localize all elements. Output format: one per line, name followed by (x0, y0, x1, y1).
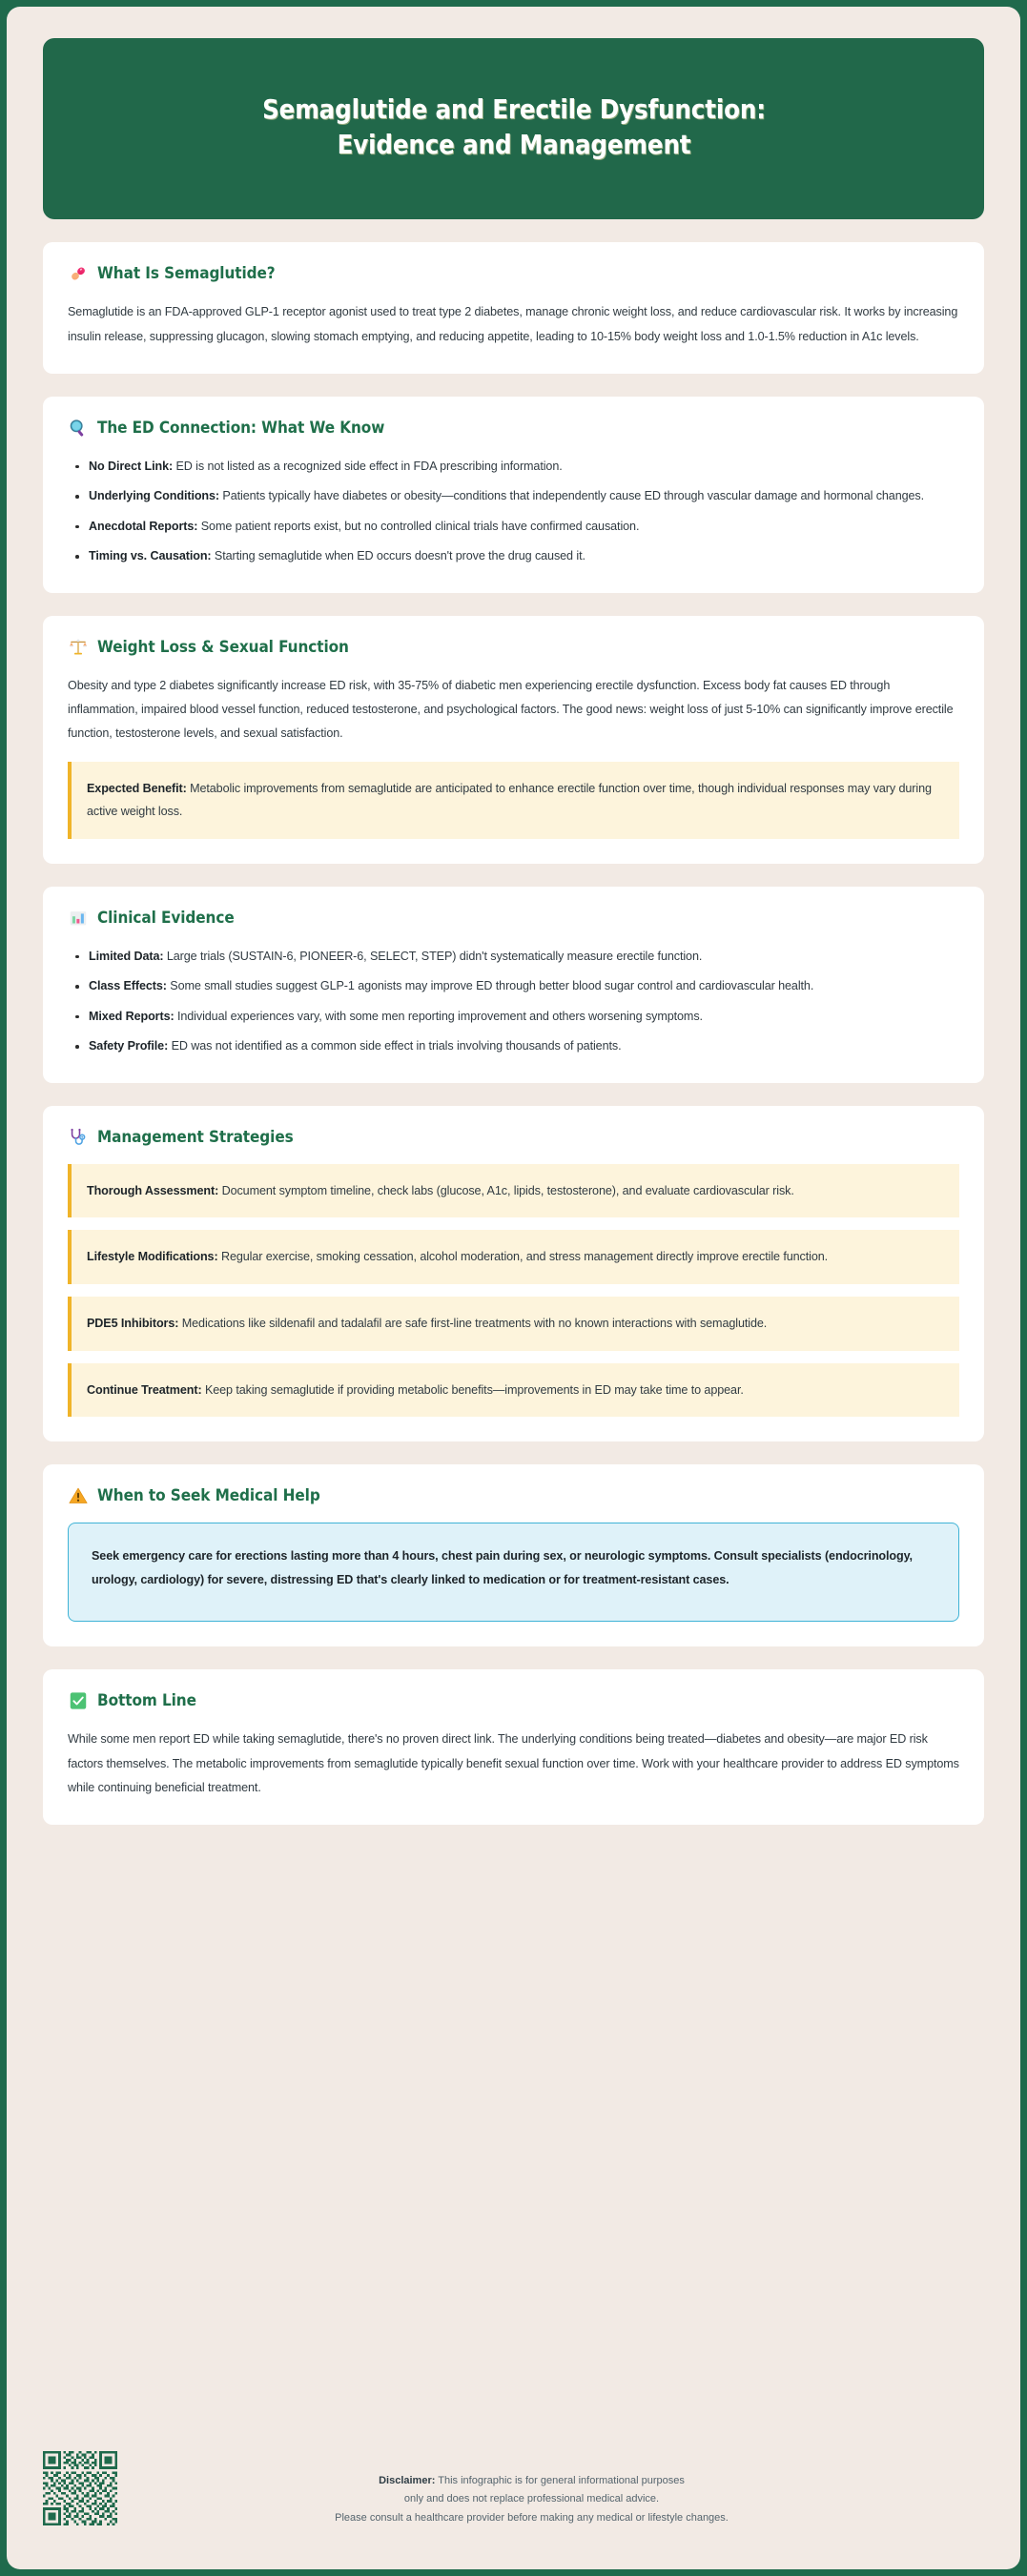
callout-lead: Expected Benefit: (87, 781, 187, 795)
bullet-lead: Class Effects: (89, 979, 167, 993)
bullet-lead: No Direct Link: (89, 459, 174, 473)
section-bottom-line (43, 1669, 984, 1825)
clinical-evidence-bullets (68, 945, 959, 1058)
disclaimer-line-3: Please consult a healthcare provider before making any medical or lifestyle changes. (335, 2511, 729, 2524)
section-management-strategies (43, 1106, 984, 1441)
bullet-lead: Limited Data: (89, 949, 164, 963)
bullet-text: Some patient reports exist, but no controlled clinical trials have confirmed causation. (197, 519, 640, 533)
check-mark-icon (68, 1690, 89, 1711)
section-title: Management Strategies (97, 1127, 294, 1147)
strategy-item (68, 1230, 959, 1284)
section-body: Obesity and type 2 diabetes significantly increase ED risk, with 35-75% of diabetic men experiencing erectile dysfunction. Excess body fat causes ED through inflammation, impaired blood vessel function, reduced testosterone, and psychological factors. The good news: weight loss of just 5-10% can significantly improve erectile function, testosterone levels, and sexual satisfaction. (68, 679, 954, 741)
strategy-lead: PDE5 Inhibitors: (87, 1316, 179, 1330)
bullet-text: Some small studies suggest GLP-1 agonists may improve ED through better blood sugar control and cardiovascular health. (166, 979, 814, 993)
section-header (68, 1485, 959, 1506)
section-title: What Is Semaglutide? (97, 264, 276, 284)
qr-code[interactable] (43, 2451, 117, 2525)
strategy-text: Regular exercise, smoking cessation, alcohol moderation, and stress management directly improve erectile function. (217, 1250, 829, 1264)
callout-text: Metabolic improvements from semaglutide are anticipated to enhance erectile function over time, though individual responses may vary during active weight loss. (87, 781, 932, 819)
expected-benefit-callout (68, 762, 959, 839)
section-ed-connection (43, 397, 984, 593)
header-banner (43, 38, 984, 219)
list-item (68, 945, 959, 969)
list-item (68, 455, 959, 479)
bullet-text: ED is not listed as a recognized side effect in FDA prescribing information. (173, 459, 563, 473)
bullet-lead: Anecdotal Reports: (89, 519, 198, 533)
list-item (68, 484, 959, 508)
strategy-lead: Thorough Assessment: (87, 1183, 219, 1197)
section-header (68, 1127, 959, 1148)
strategy-lead: Continue Treatment: (87, 1382, 202, 1397)
list-item (68, 1034, 959, 1058)
section-title: Weight Loss & Sexual Function (97, 638, 349, 658)
stethoscope-icon (68, 1127, 89, 1148)
bar-chart-icon (68, 908, 89, 929)
section-title: When to Seek Medical Help (97, 1486, 320, 1506)
disclaimer-line-1 (136, 2472, 927, 2490)
infographic-sheet (7, 7, 1020, 2569)
disclaimer-text (136, 2451, 984, 2527)
bullet-lead: Safety Profile: (89, 1039, 169, 1053)
strategy-text: Keep taking semaglutide if providing metabolic benefits—improvements in ED may take time to appear. (201, 1382, 744, 1397)
strategy-lead: Lifestyle Modifications: (87, 1250, 218, 1264)
bullet-text: Patients typically have diabetes or obesity—conditions that independently cause ED through vascular damage and hormonal changes. (219, 489, 925, 503)
section-weight-loss (43, 616, 984, 864)
section-seek-medical-help (43, 1464, 984, 1646)
bullet-lead: Mixed Reports: (89, 1009, 175, 1023)
section-header (68, 418, 959, 439)
section-title: Bottom Line (97, 1691, 196, 1711)
strategy-text: Medications like sildenafil and tadalafil are safe first-line treatments with no known interactions with semaglutide. (178, 1316, 768, 1330)
footer (28, 2426, 999, 2569)
magnifying-glass-icon (68, 418, 89, 439)
list-item (68, 974, 959, 998)
list-item (68, 515, 959, 539)
section-what-is-semaglutide (43, 242, 984, 373)
strategy-text: Document symptom timeline, check labs (glucose, A1c, lipids, testosterone), and evaluate cardiovascular risk. (218, 1183, 794, 1197)
section-header (68, 263, 959, 284)
section-body: Semaglutide is an FDA-approved GLP-1 receptor agonist used to treat type 2 diabetes, manage chronic weight loss, and reduce cardiovascular risk. It works by increasing insulin release, suppressing glucagon, slowing stomach emptying, and reducing appetite, leading to 10-15% body weight loss and 1.0-1.5% reduction in A1c levels. (68, 305, 958, 343)
warning-triangle-icon (68, 1485, 89, 1506)
strategy-item (68, 1363, 959, 1418)
section-title: Clinical Evidence (97, 908, 235, 928)
disclaimer-line-1-text: This infographic is for general informational purposes (435, 2475, 685, 2486)
list-item (68, 544, 959, 568)
strategy-item (68, 1297, 959, 1351)
bullet-text: ED was not identified as a common side effect in trials involving thousands of patients. (168, 1039, 622, 1053)
bullet-lead: Timing vs. Causation: (89, 549, 212, 563)
pill-icon (68, 263, 89, 284)
bullet-text: Individual experiences vary, with some men reporting improvement and others worsening symptoms. (174, 1009, 703, 1023)
bullet-text: Large trials (SUSTAIN-6, PIONEER-6, SELECT, STEP) didn't systematically measure erectile function. (163, 949, 703, 963)
ed-connection-bullets (68, 455, 959, 568)
section-header (68, 637, 959, 658)
strategy-item (68, 1164, 959, 1218)
section-header (68, 1690, 959, 1711)
emergency-alert-box: Seek emergency care for erections lasting more than 4 hours, chest pain during sex, or neurologic symptoms. Consult specialists (endocrinology, urology, cardiology) for severe, distressing ED that's clearly linked to medication or for treatment-resistant cases. (68, 1523, 959, 1622)
disclaimer-line-2: only and does not replace professional medical advice. (403, 2493, 660, 2505)
strategy-list (68, 1164, 959, 1417)
page-title: Semaglutide and Erectile Dysfunction: Evidence and Management (261, 93, 766, 161)
list-item (68, 1005, 959, 1029)
disclaimer-lead: Disclaimer: (379, 2475, 436, 2486)
section-clinical-evidence (43, 887, 984, 1083)
section-header (68, 908, 959, 929)
balance-scale-icon (68, 637, 89, 658)
section-title: The ED Connection: What We Know (97, 418, 385, 438)
bullet-text: Starting semaglutide when ED occurs doesn't prove the drug caused it. (211, 549, 585, 563)
section-body: While some men report ED while taking semaglutide, there's no proven direct link. The underlying conditions being treated—diabetes and obesity—are major ED risk factors themselves. The metabolic improvements from semaglutide typically benefit sexual function over time. Work with your healthcare provider to address ED symptoms while continuing beneficial treatment. (68, 1732, 959, 1794)
bullet-lead: Underlying Conditions: (89, 489, 220, 503)
